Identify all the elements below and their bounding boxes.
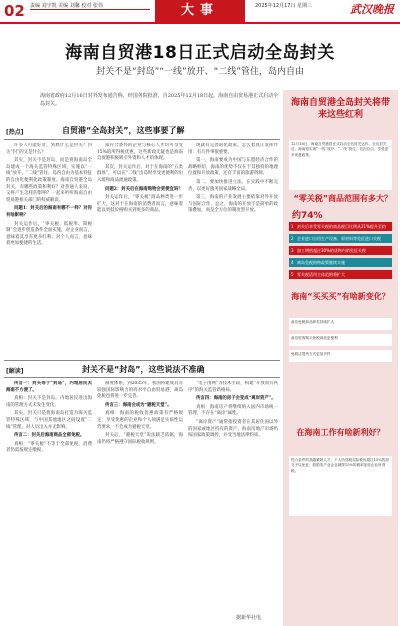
paragraph: 其实，封关只是将海南岛打造为海关监管特殊区域，与中国其他地区之间设置“二线”管理，对人员出入并无影响。 — [6, 411, 92, 430]
work-box — [289, 456, 392, 516]
paragraph: 部符合条件的企业与核心人才均可享受15%的所得税优惠，这些新政无疑也是海南自贸港积极吸引外资和人才的体现。 — [97, 143, 183, 162]
question-heading: 问题1：封关后的海南有哪不一样？对你有啥影响？ — [6, 206, 92, 218]
benefit-item: 2 企业进口自用生产设备、原材料等免征进口关税 — [289, 234, 392, 243]
paragraph: 真相：海南的税收优惠政策有严格规定，享受优惠的企业和个人须满足实质性运营要求，不会成为避税天堂。 — [97, 411, 183, 430]
subheadline: 封关不是“封岛”“一线”放开、“二线”管住，岛内自由 — [96, 67, 304, 77]
article-column-6 — [188, 381, 278, 613]
paragraph: 制度体系，到2035年，我国将建成具有较强国际影响力的高水平自由贸易港，离岛免税也将进一步完善。 — [97, 381, 183, 400]
paragraph: 许多人可能好奇，到底什么是封关？封关“封”的又是什么？ — [6, 143, 92, 155]
section1-rule — [4, 139, 280, 140]
buy-item — [289, 334, 392, 346]
benefit-text: 封关后享受零关税的商品税目比例从21%提升至约 — [297, 224, 386, 229]
buy-text: 离岛免税商品种类持续扩大 — [291, 320, 335, 324]
headline: 海南自贸港18日正式启动全岛封关 — [65, 43, 335, 63]
section2-title: 封关不是“封岛”，这些说法不准确 — [82, 365, 205, 374]
paragraph: 第三，海南的产业发展主要依靠对外开放与国际合作。总之，海南的开放不是简单的政策叠加，而是全方位的制度型开放。 — [188, 195, 278, 214]
section1-title: 自贸港“全岛封关”，这些事要了解 — [62, 126, 185, 135]
rumor-heading: 传言三：海南会成为“避税天堂”。 — [105, 402, 172, 408]
paragraph: 其实，封关不是封岛，而是将海南岛全岛建成一个海关监管特殊区域，实施以“一线”放开、“二线”管住、岛内自由为基本特征的自由化便利化政策制度。海南自贸港全岛封关，有哪些政策和利好？对普通人来说，又将产生怎样的影响？一起来听听海南自由贸易港相关部门的权威解读。 — [6, 158, 92, 203]
buy-title: 海南“买买买”有啥新变化？ — [291, 292, 390, 301]
editor-credits: 责编 刘宇凯 美编 刘馨 校对 张伟 — [30, 3, 103, 9]
benefit-text: 加工增值超过30%的货物内销免征关税 — [297, 248, 366, 253]
paragraph: 现就有完善的化政策。怎么着真正发挥作用：有几件事很重要。 — [188, 143, 278, 155]
newspaper-logo: 武汉晚报 — [350, 3, 394, 16]
section-tag-hot: [热点] — [6, 129, 24, 136]
article-column-4 — [6, 381, 92, 621]
paragraph: 真相：海南房产将继续纳入国内市场统一管理，不存在“离岸”属性。 — [188, 404, 278, 417]
sidebar-intro-box — [289, 140, 392, 190]
zero-tariff-title: “零关税”商品范围有多大？ — [293, 194, 392, 203]
buy-text: 离岛旅客购买免税商品更便利 — [291, 336, 338, 340]
buy-item — [289, 318, 392, 330]
paragraph: 封关运作后，“零关税”商品种类进一步扩大，这对于在海南的消费者而言，意味着能以更低价格购买到更多的商品。 — [97, 195, 183, 214]
article-column-1 — [6, 143, 92, 343]
paragraph: “离岸资产”通常指投资者在其居住国以外的国家或地区持有的资产，海南房地产市场仍按国家政策调控，并受当地法律约束。 — [188, 419, 278, 439]
article-column-2 — [97, 143, 183, 343]
work-text: 符合条件的高端紧缺人才，个人所得税实际税负超过15%的部分予以免征；鼓励类产业企业减按15%的税率征收企业所得税。 — [291, 458, 389, 473]
benefit-item: 1 封关后享受零关税的商品税目比例从21%提升至约 — [289, 222, 392, 231]
question-heading: 问题2：封关后在海南购物会更便宜吗？ — [105, 186, 183, 192]
article-column-3 — [188, 143, 278, 343]
benefit-text: 零关税适用主体范围将扩大 — [297, 272, 345, 277]
section2-rule — [4, 377, 280, 378]
paragraph: 第一，海南要成为中国与东盟经济合作的战略枢纽，海南的优势不仅在于其独特的地理位置和开放政策，还有丰富的旅游资源。 — [188, 158, 278, 177]
sidebar-title: 海南自贸港全岛封关将带来这些红利 — [290, 98, 390, 120]
header-divider — [0, 22, 400, 24]
header-rule — [30, 9, 150, 10]
page-number: 02 — [4, 2, 25, 20]
paragraph: 封关运作后，“零关税、低税率、简税制”会逐步创造条件全面实施，对企业而言，意味着其享有更多红利；对个人而言，意味着更加便捷的生活。 — [6, 221, 92, 247]
paragraph: “电子围网”等技术手段，构建“开放而有秩序”的海关监管新格局。 — [188, 381, 278, 393]
benefit-item: 5 零关税适用主体范围将扩大 — [289, 270, 392, 279]
benefit-item: 4 离岛免税购物政策继续实施 — [289, 258, 392, 267]
buy-text: 免税店提货方式更加多样 — [291, 352, 331, 356]
section-tag-interpret: [解读] — [6, 368, 24, 375]
rumor-heading: 传言四：海南的房子会变成“离岸资产”。 — [196, 396, 276, 402]
issue-date: 2025年12月17日 星期三 — [255, 3, 313, 9]
benefit-text: 离岛免税购物政策继续实施 — [297, 260, 345, 265]
paragraph: 第二，要加快推进立法，在实践中不断完善，以更好服务国家战略全局。 — [188, 179, 278, 192]
section2-top-rule — [4, 360, 280, 361]
rumor-heading: 传言一：封关等于“封岛”，内地居民去海南不方便了。 — [6, 381, 92, 393]
lead-paragraph-wrap — [40, 92, 280, 108]
article-column-5 — [97, 381, 183, 621]
rumor-heading: 传言二：封关后海南商品全部免税。 — [14, 433, 85, 439]
section-banner: 大事 — [155, 0, 245, 22]
paragraph: 真相：“零关税”不等于全部免税，消费者仍需按规定缴税。 — [6, 441, 92, 454]
source-note: 据新华社电 — [236, 615, 262, 621]
buy-item — [289, 350, 392, 362]
benefit-item: 3 加工增值超过30%的货物内销免征关税 — [289, 246, 392, 255]
work-title: 在海南工作有啥新利好？ — [296, 428, 385, 437]
benefit-text: 企业进口自用生产设备、原材料等免征进口关税 — [297, 236, 381, 241]
zero-tariff-percent: 约74% — [292, 211, 323, 221]
paragraph: 封关后，“避税天堂”说法缺乏依据，海南仍将严格遵守国际税收规则。 — [97, 433, 183, 445]
lead-paragraph: 海南省政府12月16日对外发布通告称，经国务院批准，自2025年12月18日起，海南自由贸易港正式启动全岛封关。 — [40, 93, 279, 107]
sidebar-intro: 12月18日，海南自贸港将正式启动全岛封关运作。全岛封关后，海南将实现“一线”放开、“二线”管住、岛内自由，享受更多优惠政策。 — [291, 142, 389, 157]
paragraph: 其次，封关运作后，对于在海南的“五类群体”，可以在“二线”出岛时享受更便利的出入境和商品流通政策。 — [97, 164, 183, 183]
paragraph: 真相：封关不是封岛。内地居民进出海南的管理方式未发生变化。 — [6, 396, 92, 408]
